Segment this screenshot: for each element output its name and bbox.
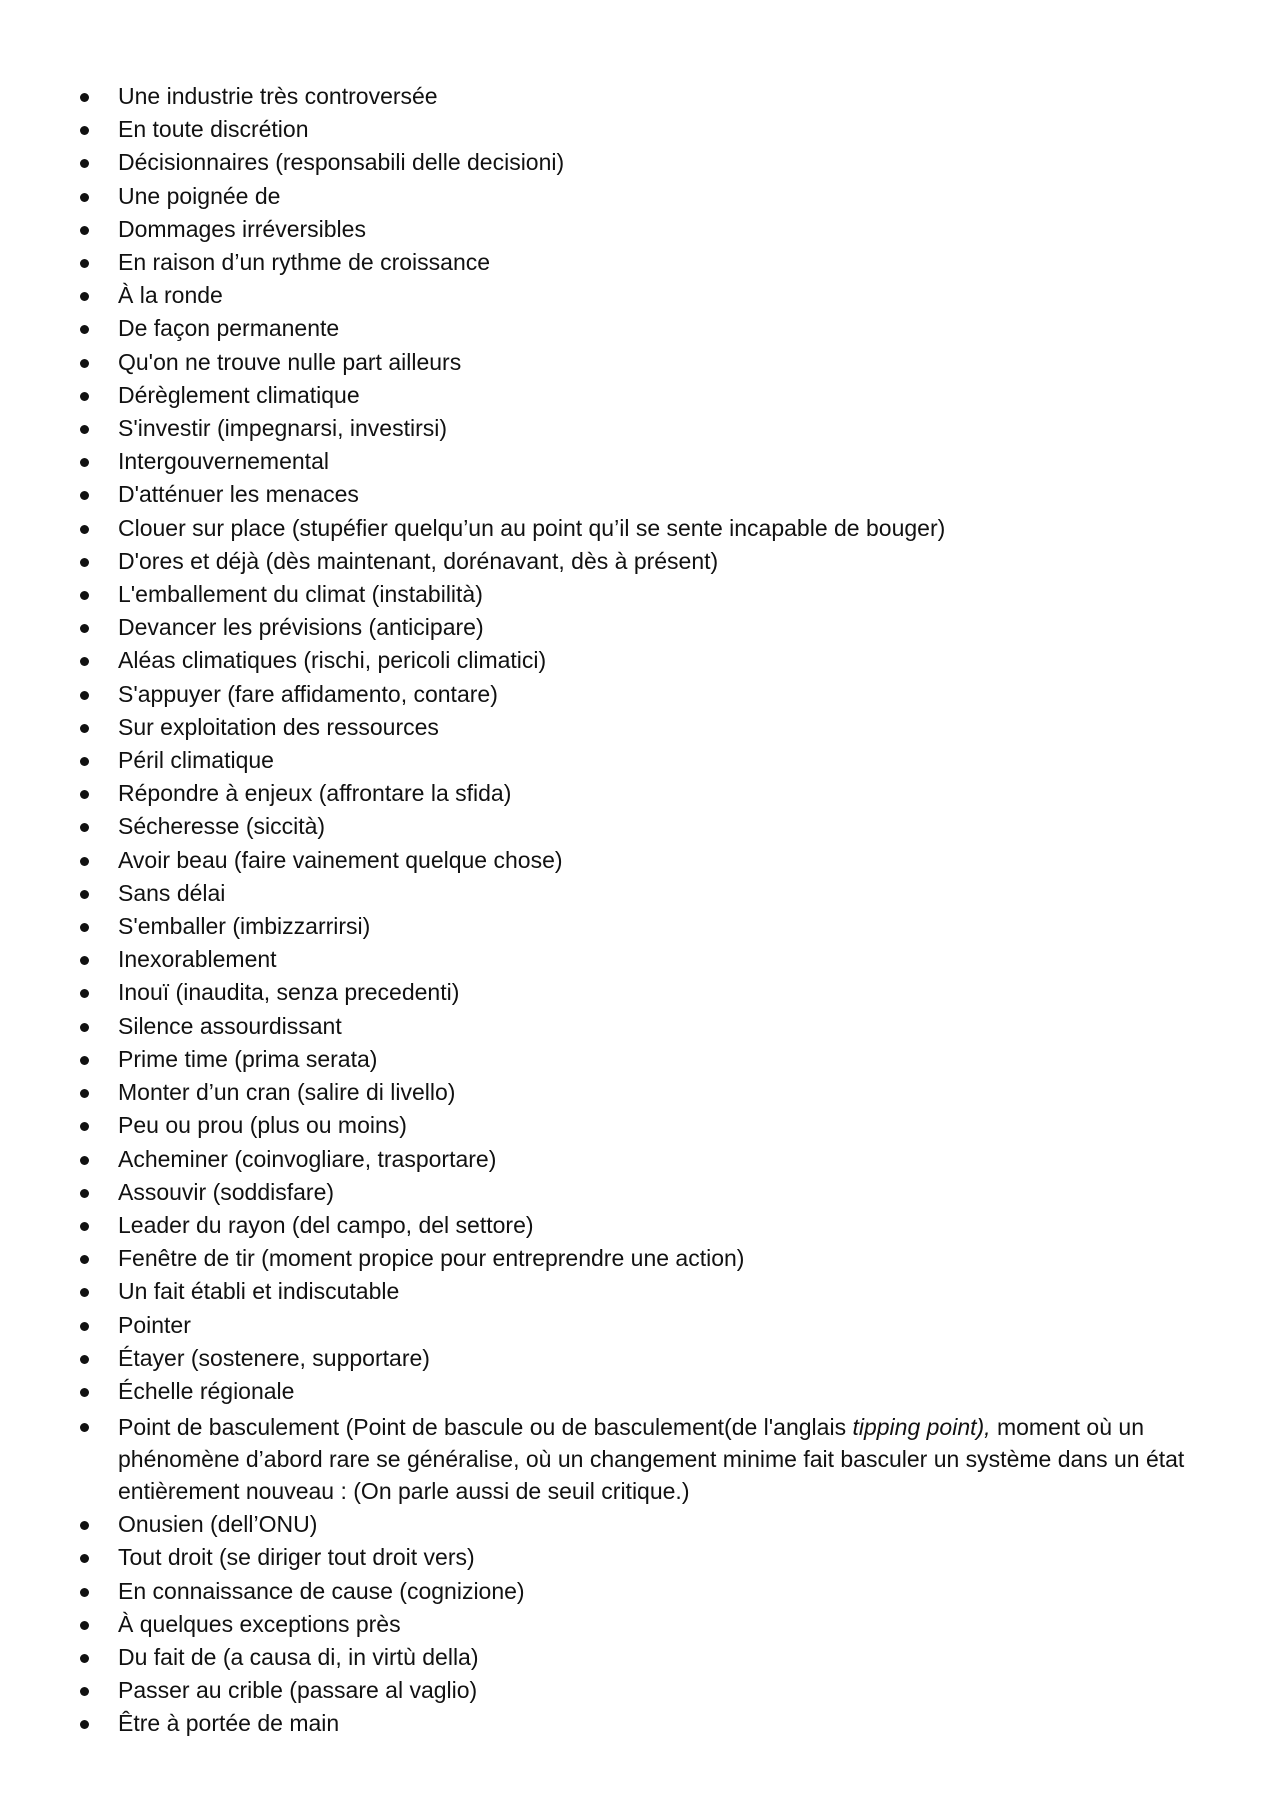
list-item [75, 445, 1205, 478]
list-item [75, 810, 1205, 843]
bullet-icon [80, 525, 89, 534]
list-item [75, 877, 1205, 910]
bullet-icon [80, 624, 89, 633]
bullet-icon [80, 657, 89, 666]
list-item [75, 412, 1205, 445]
list-item [75, 1541, 1205, 1574]
bullet-icon [80, 359, 89, 368]
bullet-icon [80, 1355, 89, 1364]
italic-term: tipping point), [852, 1414, 991, 1441]
bullet-icon [80, 724, 89, 733]
list-item [75, 1043, 1205, 1076]
list-item-text: Qu'on ne trouve nulle part ailleurs [118, 348, 462, 375]
list-item [75, 180, 1205, 213]
bullet-icon [80, 159, 89, 168]
bullet-icon [80, 1687, 89, 1696]
list-item [75, 1342, 1205, 1375]
bullet-icon [80, 823, 89, 832]
list-item-text: Du fait de (a causa di, in virtù della) [118, 1643, 479, 1670]
bullet-icon [80, 292, 89, 301]
bullet-icon [80, 126, 89, 135]
bullet-icon [80, 890, 89, 899]
list-item-text: S'investir (impegnarsi, investirsi) [118, 415, 448, 442]
list-item [75, 1411, 1205, 1507]
bullet-icon [80, 1156, 89, 1165]
bullet-icon [80, 458, 89, 467]
list-item-text: Intergouvernemental [118, 448, 329, 475]
bullet-icon [80, 1288, 89, 1297]
list-item-text: À quelques exceptions près [118, 1610, 401, 1637]
bullet-icon [80, 1554, 89, 1563]
bullet-icon [80, 425, 89, 434]
list-item [75, 1674, 1205, 1707]
bullet-icon [80, 491, 89, 500]
list-item [75, 279, 1205, 312]
list-item-text: Inouï (inaudita, senza precedenti) [118, 979, 460, 1006]
list-item-text: Fenêtre de tir (moment propice pour entreprendre une action) [118, 1245, 745, 1272]
bullet-icon [80, 923, 89, 932]
list-item [75, 512, 1205, 545]
list-item-text: Dommages irréversibles [118, 215, 366, 242]
bullet-icon [80, 1720, 89, 1729]
list-item [75, 711, 1205, 744]
list-item [75, 1143, 1205, 1176]
list-item-text: Dérèglement climatique [118, 381, 360, 408]
list-item-text: Étayer (sostenere, supportare) [118, 1344, 430, 1371]
list-item [75, 1309, 1205, 1342]
list-item [75, 1707, 1205, 1740]
list-item-text: S'emballer (imbizzarrirsi) [118, 913, 371, 940]
list-item [75, 777, 1205, 810]
list-item [75, 1641, 1205, 1674]
bullet-icon [80, 757, 89, 766]
list-item-text: Passer au crible (passare al vaglio) [118, 1677, 478, 1704]
list-item-text: Sans délai [118, 879, 226, 906]
list-item-text: Silence assourdissant [118, 1012, 342, 1039]
list-item-text: Clouer sur place (stupéfier quelqu’un au point qu’il se sente incapable de bouger) [118, 514, 946, 541]
list-item [75, 379, 1205, 412]
list-item [75, 1209, 1205, 1242]
list-item-text: Assouvir (soddisfare) [118, 1178, 335, 1205]
list-item-text: Répondre à enjeux (affrontare la sfida) [118, 780, 512, 807]
list-item [75, 1608, 1205, 1641]
list-item-text: Inexorablement [118, 946, 277, 973]
list-item [75, 844, 1205, 877]
list-item [75, 1010, 1205, 1043]
list-item-text: Prime time (prima serata) [118, 1045, 378, 1072]
list-item [75, 1242, 1205, 1275]
list-item-text: Acheminer (coinvogliare, trasportare) [118, 1145, 497, 1172]
list-item-text: Un fait établi et indiscutable [118, 1278, 400, 1305]
list-item [75, 1109, 1205, 1142]
list-item-text: Une industrie très controversée [118, 83, 438, 109]
list-item [75, 1508, 1205, 1541]
bullet-icon [80, 193, 89, 202]
bullet-icon [80, 1322, 89, 1331]
list-item [75, 1076, 1205, 1109]
list-item [75, 943, 1205, 976]
list-item [75, 644, 1205, 677]
bullet-icon [80, 1023, 89, 1032]
bullet-icon [80, 1222, 89, 1231]
bullet-icon [80, 1056, 89, 1065]
list-item-text: Devancer les prévisions (anticipare) [118, 614, 484, 641]
list-item-text: Échelle régionale [118, 1377, 295, 1404]
bullet-icon [80, 1621, 89, 1630]
list-item [75, 744, 1205, 777]
list-item [75, 611, 1205, 644]
vocabulary-list [75, 80, 1205, 1741]
list-item [75, 346, 1205, 379]
list-item-text: Être à portée de main [118, 1710, 340, 1737]
bullet-icon [80, 691, 89, 700]
list-item-text: En raison d’un rythme de croissance [118, 249, 491, 276]
list-item-text: Pointer [118, 1311, 191, 1338]
bullet-icon [80, 558, 89, 567]
list-item-text: Tout droit (se diriger tout droit vers) [118, 1544, 475, 1571]
list-item-text: Aléas climatiques (rischi, pericoli climatici) [118, 647, 547, 674]
list-item [75, 246, 1205, 279]
list-item-text: Une poignée de [118, 182, 281, 209]
list-item [75, 1275, 1205, 1308]
bullet-icon [80, 956, 89, 965]
bullet-icon [80, 591, 89, 600]
list-item-text: L'emballement du climat (instabilità) [118, 581, 483, 608]
list-item [75, 80, 1205, 113]
list-item-text: À la ronde [118, 282, 223, 309]
bullet-icon [80, 1189, 89, 1198]
item-text-part: moment où un phénomène d’abord rare se généralise, où un changement minime fait basculer un système dans un état entièrement nouveau : (On parle aussi de seuil critique.) [118, 1414, 1185, 1505]
bullet-icon [80, 392, 89, 401]
list-item-text: Onusien (dell’ONU) [118, 1511, 318, 1538]
bullet-icon [80, 1654, 89, 1663]
list-item [75, 578, 1205, 611]
list-item [75, 910, 1205, 943]
list-item-text: Avoir beau (faire vainement quelque chose) [118, 846, 563, 873]
list-item [75, 1575, 1205, 1608]
list-item-text: Sécheresse (siccità) [118, 813, 326, 840]
item-text-part: Point de basculement (Point de bascule ou de basculement(de l'anglais [118, 1414, 853, 1441]
bullet-icon [80, 1388, 89, 1397]
list-item [75, 113, 1205, 146]
list-item-text: S'appuyer (fare affidamento, contare) [118, 680, 498, 707]
list-item [75, 976, 1205, 1009]
list-item [75, 545, 1205, 578]
list-item-text: En toute discrétion [118, 116, 309, 143]
list-item [75, 213, 1205, 246]
bullet-icon [80, 93, 89, 102]
bullet-icon [80, 259, 89, 268]
bullet-icon [80, 325, 89, 334]
list-item [75, 146, 1205, 179]
list-item-text: Monter d’un cran (salire di livello) [118, 1079, 456, 1106]
list-item [75, 1176, 1205, 1209]
list-item [75, 478, 1205, 511]
list-item [75, 1375, 1205, 1408]
list-item-text: Péril climatique [118, 747, 274, 774]
bullet-icon [80, 1423, 89, 1432]
list-item-text [118, 1414, 1184, 1504]
list-item-text: Peu ou prou (plus ou moins) [118, 1112, 407, 1139]
bullet-icon [80, 1122, 89, 1131]
bullet-icon [80, 1089, 89, 1098]
bullet-icon [80, 1588, 89, 1597]
list-item-text: Décisionnaires (responsabili delle decisioni) [118, 149, 565, 176]
bullet-icon [80, 989, 89, 998]
list-item-text: D'atténuer les menaces [118, 481, 359, 508]
list-item-text: En connaissance de cause (cognizione) [118, 1577, 525, 1604]
list-item-text: De façon permanente [118, 315, 340, 342]
bullet-icon [80, 1521, 89, 1530]
list-item [75, 678, 1205, 711]
list-item-text: D'ores et déjà (dès maintenant, dorénavant, dès à présent) [118, 547, 719, 574]
list-item-text: Leader du rayon (del campo, del settore) [118, 1211, 534, 1238]
bullet-icon [80, 1255, 89, 1264]
bullet-icon [80, 226, 89, 235]
list-item-text: Sur exploitation des ressources [118, 713, 439, 740]
bullet-icon [80, 790, 89, 799]
bullet-icon [80, 857, 89, 866]
list-item [75, 312, 1205, 345]
